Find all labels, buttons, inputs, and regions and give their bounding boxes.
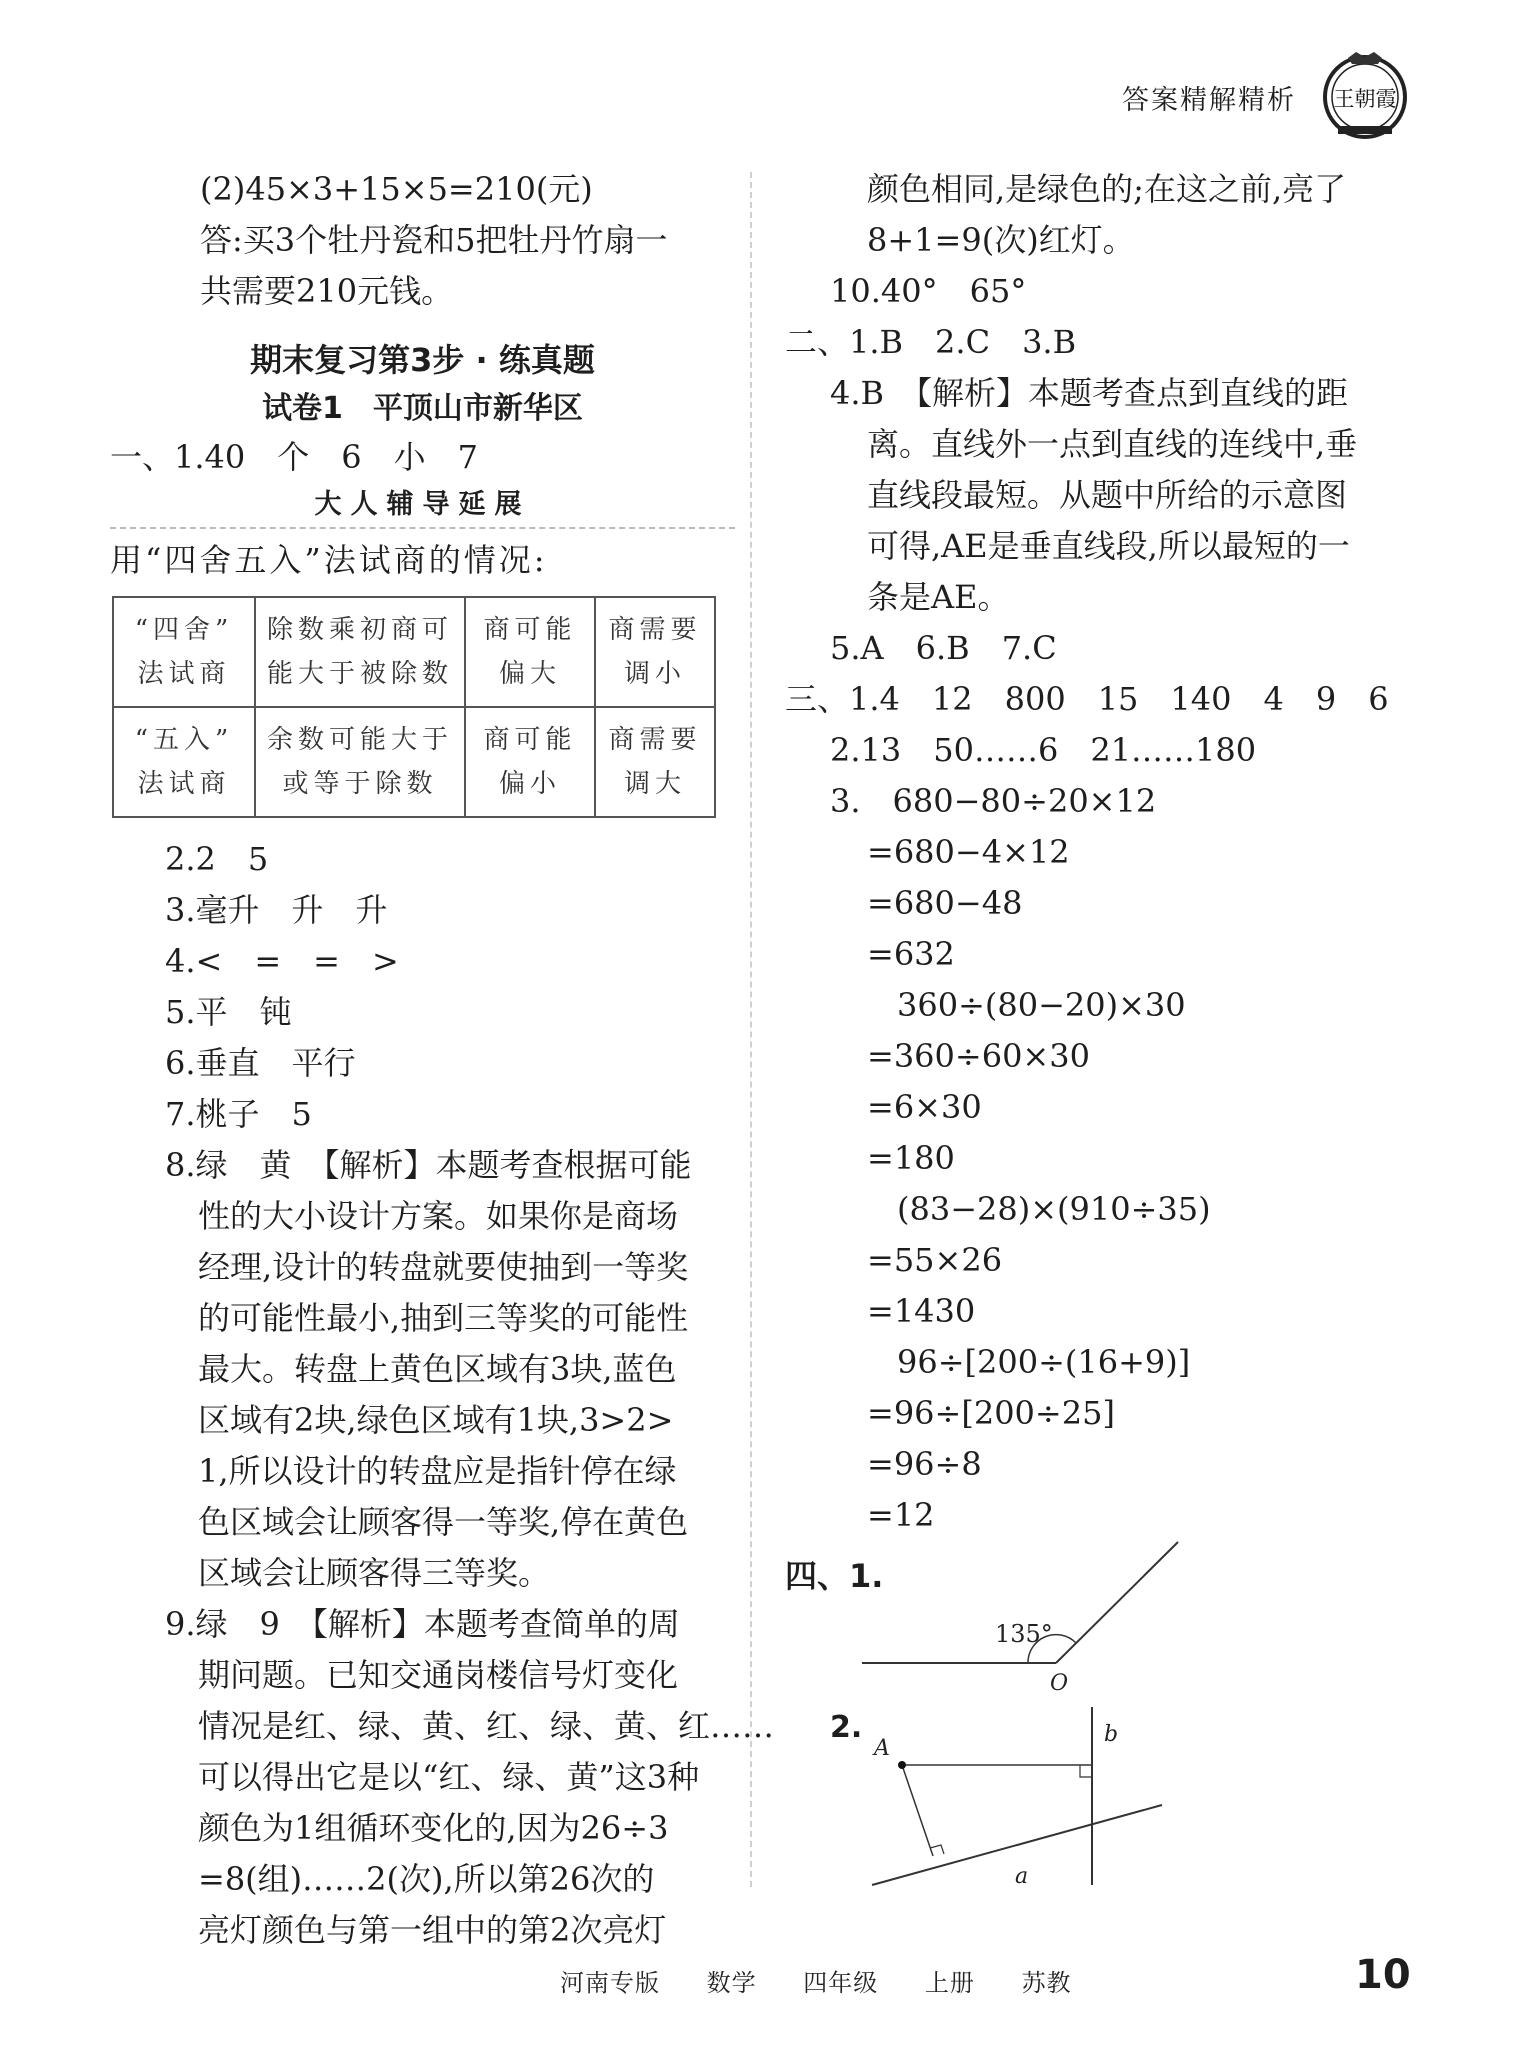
section3-q2: 2.13 50……6 21……180 <box>830 731 1257 769</box>
q9-line: 期问题。已知交通岗楼信号灯变化 <box>198 1656 679 1694</box>
q8-line: 性的大小设计方案。如果你是商场 <box>198 1197 679 1235</box>
prev-answer-2: 共需要210元钱。 <box>200 272 454 310</box>
perpendicular-figure <box>860 1705 1180 1905</box>
section3-q1: 三、1.4 12 800 15 140 4 9 6 <box>785 680 1389 718</box>
right-column <box>785 164 1405 1602</box>
calc-step: =96÷[200÷25] <box>867 1394 1115 1432</box>
perpendicular-to-a <box>902 1765 933 1856</box>
calc-step: =6×30 <box>867 1088 982 1126</box>
s2-q4-line: 条是AE。 <box>867 578 1010 616</box>
table-cell: 商需要 <box>608 725 702 755</box>
table-row <box>113 597 715 707</box>
footer-volume: 上册 <box>924 1969 975 1997</box>
page-number: 10 <box>1355 1952 1411 1998</box>
table-cell: 余数可能大于 <box>266 725 453 755</box>
q8-line: 的可能性最小,抽到三等奖的可能性 <box>198 1299 689 1337</box>
q4-answer: 4.< = = > <box>165 942 399 980</box>
q9-line: 9.绿 9 【解析】本题考查简单的周 <box>165 1605 680 1643</box>
right-angle-mark <box>1080 1765 1092 1777</box>
line-a-label: a <box>1015 1864 1029 1889</box>
q1-answer: 一、1.40 个 6 小 7 <box>110 438 478 476</box>
table-cell: “四舍” <box>134 615 234 645</box>
point-a-label: A <box>874 1736 890 1761</box>
s2-q4-line: 4.B 【解析】本题考查点到直线的距 <box>830 374 1349 412</box>
fig2-question-label: 2. <box>830 1710 863 1745</box>
table-cell: 商可能 <box>483 615 577 645</box>
s2-q5-answer: 5.A 6.B 7.C <box>830 629 1057 667</box>
page-footer <box>560 1963 1110 1998</box>
calc-step: =12 <box>867 1496 935 1534</box>
section2-answers: 二、1.B 2.C 3.B <box>785 323 1077 361</box>
trial-quotient-table <box>112 596 716 818</box>
table-cell: 偏大 <box>498 659 561 689</box>
angle-label: 135° <box>995 1620 1053 1648</box>
q3-answer: 3.毫升 升 升 <box>165 891 388 929</box>
paper-title: 试卷1 平顶山市新华区 <box>262 391 583 426</box>
calc-step: =55×26 <box>867 1241 1003 1279</box>
extension-intro: 用“四舍五入”法试商的情况: <box>110 541 548 579</box>
calc-step: =680−4×12 <box>867 833 1070 871</box>
q8-line: 区域有2块,绿色区域有1块,3>2> <box>198 1401 674 1439</box>
footer-grade: 四年级 <box>803 1969 879 1997</box>
left-column <box>110 164 775 1956</box>
calc-step: =360÷60×30 <box>867 1037 1090 1075</box>
q9-line: 亮灯颜色与第一组中的第2次亮灯 <box>198 1911 667 1949</box>
angle-figure <box>860 1530 1190 1700</box>
prev-calc: (2)45×3+15×5=210(元) <box>200 170 593 208</box>
publisher-logo <box>1318 48 1412 142</box>
q2-answer: 2.2 5 <box>165 840 269 878</box>
q9-continued: 颜色相同,是绿色的;在这之前,亮了 <box>867 170 1347 208</box>
q5-answer: 5.平 钝 <box>165 993 292 1031</box>
s2-q4-line: 直线段最短。从题中所给的示意图 <box>867 476 1348 514</box>
calc-step: =632 <box>867 935 955 973</box>
section4-label: 四、1. <box>785 1557 884 1595</box>
page-header-title: 答案精解精析 <box>1122 85 1296 116</box>
calc-step: =180 <box>867 1139 955 1177</box>
q10-answer: 10.40° 65° <box>830 272 1027 310</box>
prev-answer-1: 答:买3个牡丹瓷和5把牡丹竹扇一 <box>200 221 668 259</box>
point-a <box>898 1761 906 1769</box>
q8-line: 1,所以设计的转盘应是指针停在绿 <box>198 1452 677 1490</box>
calc-step: =96÷8 <box>867 1445 982 1483</box>
table-cell: 偏小 <box>498 769 561 799</box>
calc-step: 96÷[200÷(16+9)] <box>897 1343 1191 1381</box>
q9-line: =8(组)……2(次),所以第26次的 <box>198 1860 655 1898</box>
section-title: 期末复习第3步 · 练真题 <box>250 341 595 379</box>
table-cell: 调小 <box>623 659 686 689</box>
table-cell: 商可能 <box>483 725 577 755</box>
footer-subject: 数学 <box>706 1969 757 1997</box>
q7-answer: 7.桃子 5 <box>165 1095 312 1133</box>
s2-q4-line: 离。直线外一点到直线的连线中,垂 <box>867 425 1358 463</box>
calc-step: 360÷(80−20)×30 <box>897 986 1186 1024</box>
table-cell: 除数乘初商可 <box>266 615 453 645</box>
calc-step: =680−48 <box>867 884 1023 922</box>
table-row <box>113 707 715 817</box>
table-cell: 或等于除数 <box>282 769 438 799</box>
table-cell: 法试商 <box>137 659 231 689</box>
table-cell: 调大 <box>623 769 686 799</box>
vertex-label: O <box>1050 1671 1069 1696</box>
table-cell: 商需要 <box>608 615 702 645</box>
calc-step: 3. 680−80÷20×12 <box>830 782 1157 820</box>
q8-line: 色区域会让顾客得一等奖,停在黄色 <box>198 1503 689 1541</box>
q8-line: 区域会让顾客得三等奖。 <box>198 1554 551 1592</box>
q9-line: 可以得出它是以“红、绿、黄”这3种 <box>198 1758 700 1796</box>
q9-line: 情况是红、绿、黄、红、绿、黄、红…… <box>198 1707 775 1745</box>
angle-ray-slanted <box>1056 1542 1178 1663</box>
footer-edition: 河南专版 <box>560 1969 660 1997</box>
footer-publisher: 苏教 <box>1021 1969 1072 1997</box>
q9-continued: 8+1=9(次)红灯。 <box>867 221 1135 259</box>
q8-line: 经理,设计的转盘就要使抽到一等奖 <box>198 1248 689 1286</box>
q6-answer: 6.垂直 平行 <box>165 1044 356 1082</box>
q8-line: 最大。转盘上黄色区域有3块,蓝色 <box>198 1350 677 1388</box>
calc-step: (83−28)×(910÷35) <box>897 1190 1211 1228</box>
line-b-label: b <box>1104 1722 1119 1747</box>
table-cell: “五入” <box>134 725 234 755</box>
q8-line: 8.绿 黄 【解析】本题考查根据可能 <box>165 1146 692 1184</box>
calc-step: =1430 <box>867 1292 976 1330</box>
table-cell: 法试商 <box>137 769 231 799</box>
logo-text: 王朝霞 <box>1333 87 1397 111</box>
s2-q4-line: 可得,AE是垂直线段,所以最短的一 <box>867 527 1350 565</box>
column-divider <box>750 172 752 1887</box>
table-cell: 能大于被除数 <box>266 659 453 689</box>
q9-line: 颜色为1组循环变化的,因为26÷3 <box>198 1809 669 1847</box>
extension-heading: 大人辅导延展 <box>110 483 735 529</box>
